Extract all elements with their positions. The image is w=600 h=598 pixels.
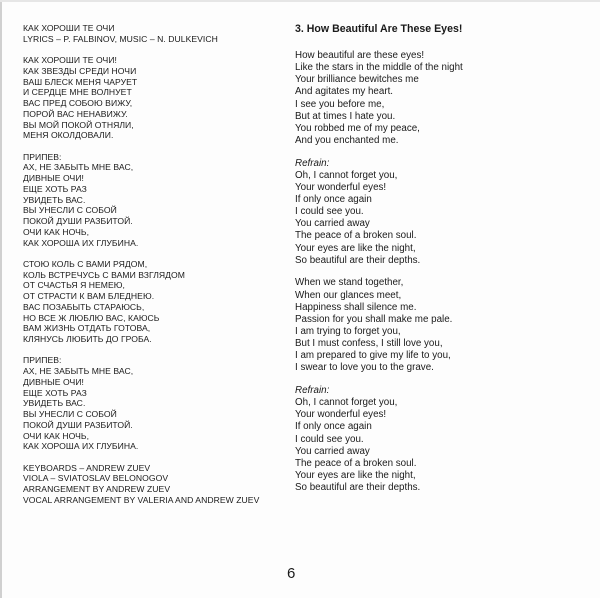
- lyric-line: КАК ЗВЕЗДЫ СРЕДИ НОЧИ: [23, 65, 137, 76]
- lyric-line: Your brilliance bewitches me: [295, 74, 419, 86]
- russian-lyrics-column: [23, 23, 281, 506]
- lyric-line: КАК ХОРОША ИХ ГЛУБИНА.: [23, 237, 139, 248]
- credit-line: VOCAL ARRANGEMENT BY VALERIA AND ANDREW ZUEV: [23, 494, 260, 505]
- lyric-line: You carried away: [295, 445, 370, 457]
- lyric-line: ВЫ УНЕСЛИ С СОБОЙ: [23, 409, 117, 419]
- lyric-line: Your wonderful eyes!: [295, 409, 387, 421]
- lyric-line: ВЫ УНЕСЛИ С СОБОЙ: [23, 205, 117, 216]
- credit-line: KEYBOARDS – ANDREW ZUEV: [23, 462, 151, 473]
- verse-1-english: [295, 50, 585, 147]
- credit-line: ARRANGEMENT BY ANDREW ZUEV: [23, 484, 171, 494]
- lyric-line: I could see you.: [295, 433, 364, 445]
- lyric-line: ПОКОЙ ДУШИ РАЗБИТОЙ.: [23, 216, 133, 226]
- page-number: 6: [287, 565, 296, 582]
- lyric-line: И СЕРДЦЕ МНЕ ВОЛНУЕТ: [23, 87, 132, 98]
- song-title-english: 3. How Beautiful Are These Eyes!: [295, 23, 463, 35]
- lyric-line: ОТ СТРАСТИ К ВАМ БЛЕДНЕЮ.: [23, 291, 155, 301]
- lyric-line: Your wonderful eyes!: [295, 181, 387, 193]
- lyric-line: ВЫ МОЙ ПОКОЙ ОТНЯЛИ,: [23, 119, 134, 130]
- lyric-line: ЕЩЕ ХОТЬ РАЗ: [23, 183, 87, 194]
- lyric-line: Like the stars in the middle of the night: [295, 62, 463, 74]
- lyric-line: When we stand together,: [295, 277, 404, 289]
- lyric-line: НО ВСЕ Ж ЛЮБЛЮ ВАС, КАЮСЬ: [23, 312, 160, 323]
- lyric-line: If only once again: [295, 194, 372, 206]
- lyric-line: And agitates my heart.: [295, 86, 394, 98]
- lyric-line: So beautiful are their depths.: [295, 482, 421, 494]
- lyric-line: Oh, I cannot forget you,: [295, 169, 398, 181]
- lyric-line: Your eyes are like the night,: [295, 242, 416, 254]
- refrain-2-russian: [23, 355, 281, 452]
- lyric-line: Happiness shall silence me.: [295, 301, 417, 313]
- refrain-1-english: [295, 158, 585, 267]
- page-edge: [0, 0, 2, 598]
- lyric-line: I am trying to forget you,: [295, 325, 401, 337]
- lyric-line: ОТ СЧАСТЬЯ Я НЕМЕЮ,: [23, 280, 125, 291]
- lyric-line: ДИВНЫЕ ОЧИ!: [23, 173, 84, 183]
- lyric-line: So beautiful are their depths.: [295, 254, 421, 266]
- lyric-line: If only once again: [295, 421, 372, 433]
- refrain-label: ПРИПЕВ:: [23, 151, 62, 162]
- lyric-line: ПОКОЙ ДУШИ РАЗБИТОЙ.: [23, 419, 133, 430]
- english-lyrics-column: [295, 23, 585, 494]
- lyric-line: ВАМ ЖИЗНЬ ОТДАТЬ ГОТОВА,: [23, 323, 151, 334]
- lyric-line: I could see you.: [295, 206, 364, 218]
- verse-2-english: [295, 277, 585, 374]
- lyric-line: СТОЮ КОЛЬ С ВАМИ РЯДОМ,: [23, 258, 148, 269]
- lyric-line: МЕНЯ ОКОЛДОВАЛИ.: [23, 130, 114, 141]
- lyric-line: How beautiful are these eyes!: [295, 50, 425, 61]
- lyric-line: ЕЩЕ ХОТЬ РАЗ: [23, 387, 87, 398]
- lyric-line: УВИДЕТЬ ВАС.: [23, 194, 86, 205]
- lyric-line: ПОРОЙ ВАС НЕНАВИЖУ.: [23, 108, 128, 119]
- lyric-line: Your eyes are like the night,: [295, 470, 416, 481]
- song-header: [23, 23, 281, 45]
- lyric-line: УВИДЕТЬ ВАС.: [23, 398, 86, 409]
- lyric-line: Oh, I cannot forget you,: [295, 397, 398, 409]
- lyric-line: АХ, НЕ ЗАБЫТЬ МНЕ ВАС,: [23, 366, 134, 376]
- lyric-line: ВАС ПОЗАБЫТЬ СТАРАЮСЬ,: [23, 301, 145, 312]
- credit-line: VIOLA – SVIATOSLAV BELONOGOV: [23, 473, 169, 484]
- lyric-line: When our glances meet,: [295, 289, 402, 301]
- page-edge-top: [0, 0, 600, 2]
- lyric-line: ОЧИ КАК НОЧЬ,: [23, 430, 90, 441]
- lyric-line: I am prepared to give my life to you,: [295, 350, 451, 362]
- lyric-line: I see you before me,: [295, 98, 385, 110]
- credits-block: [23, 463, 281, 506]
- lyric-line: ОЧИ КАК НОЧЬ,: [23, 226, 90, 237]
- refrain-label: ПРИПЕВ:: [23, 355, 62, 366]
- lyric-line: ДИВНЫЕ ОЧИ!: [23, 376, 84, 387]
- refrain-2-english: [295, 385, 585, 494]
- lyric-line: The peace of a broken soul.: [295, 230, 417, 242]
- refrain-label: Refrain:: [295, 157, 330, 169]
- lyric-line: But I must confess, I still love you,: [295, 338, 443, 350]
- lyric-line: You robbed me of my peace,: [295, 122, 420, 134]
- song-title-russian: КАК ХОРОШИ ТЕ ОЧИ: [23, 23, 115, 33]
- song-credits-line: LYRICS – P. FALBINOV, MUSIC – N. DULKEVICH: [23, 33, 218, 44]
- lyric-line: ВАШ БЛЕСК МЕНЯ ЧАРУЕТ: [23, 76, 138, 87]
- lyric-line: And you enchanted me.: [295, 134, 399, 146]
- lyric-line: КЛЯНУСЬ ЛЮБИТЬ ДО ГРОБА.: [23, 334, 152, 344]
- lyric-line: КАК ХОРОША ИХ ГЛУБИНА.: [23, 441, 139, 452]
- lyric-line: The peace of a broken soul.: [295, 457, 417, 469]
- lyric-line: You carried away: [295, 218, 370, 230]
- lyric-line: КАК ХОРОШИ ТЕ ОЧИ!: [23, 55, 117, 65]
- lyric-line: Passion for you shall make me pale.: [295, 313, 453, 325]
- lyric-line: АХ, НЕ ЗАБЫТЬ МНЕ ВАС,: [23, 162, 134, 173]
- lyric-line: I swear to love you to the grave.: [295, 362, 434, 374]
- lyric-line: ВАС ПРЕД СОБОЮ ВИЖУ,: [23, 98, 133, 108]
- lyric-line: КОЛЬ ВСТРЕЧУСЬ С ВАМИ ВЗГЛЯДОМ: [23, 269, 185, 280]
- lyric-line: But at times I hate you.: [295, 110, 396, 122]
- verse-2-russian: [23, 259, 281, 345]
- verse-1-russian: [23, 55, 281, 141]
- refrain-label: Refrain:: [295, 385, 330, 397]
- refrain-1-russian: [23, 152, 281, 249]
